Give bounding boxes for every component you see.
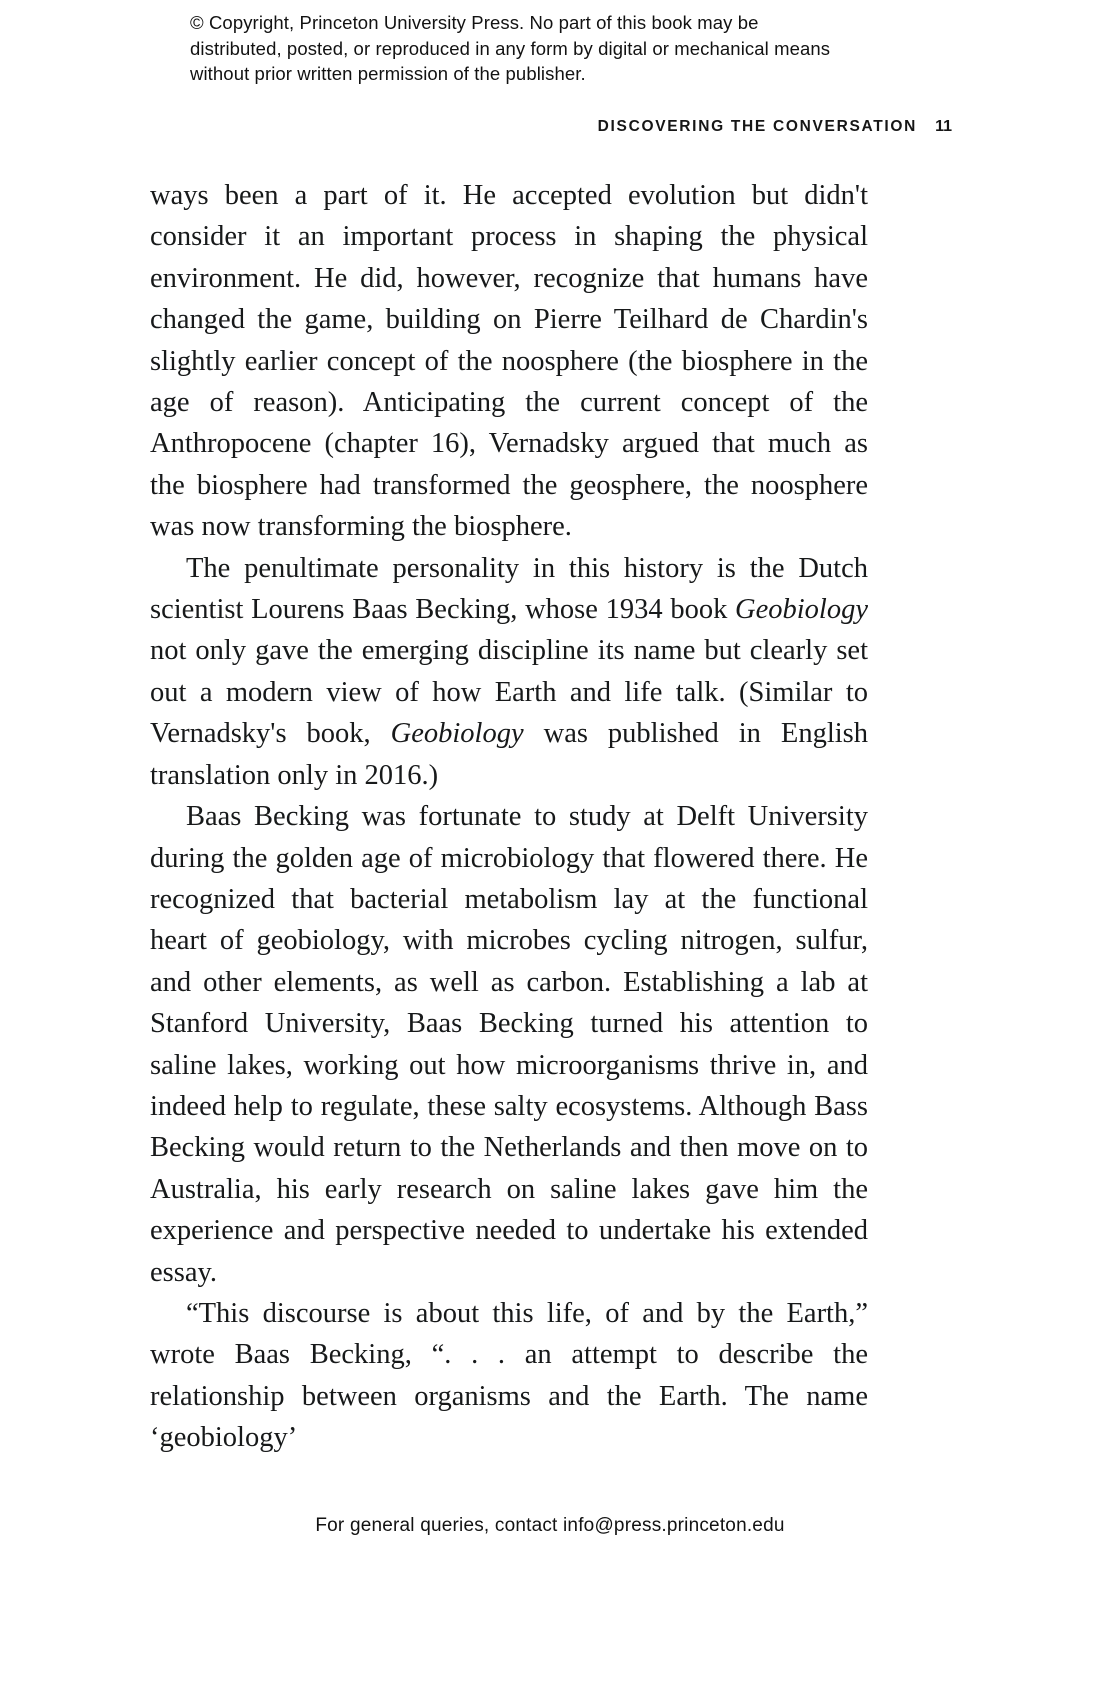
paragraph-2-part-a: The penultimate personality in this history is the Dutch scientist Lourens Baas Becking, whose 1934 book [150, 552, 868, 626]
paragraph-2-part-b: not only gave the emerging discipline its name but clearly set out a modern view of how Earth and life talk. (Similar to Vernadsky's book, [150, 635, 868, 750]
running-head-title: DISCOVERING THE CONVERSATION [597, 118, 918, 135]
footer-queries: For general queries, contact info@press.princeton.edu [315, 1515, 785, 1536]
body-text [150, 175, 868, 1459]
paragraph-baas-becking-book [150, 548, 868, 796]
running-head [598, 118, 952, 136]
page-number: 11 [935, 118, 952, 135]
book-title-geobiology-1: Geobiology [735, 594, 868, 626]
book-title-geobiology-2: Geobiology [390, 718, 524, 750]
paragraph-2-part-c: was published in English translation only in 2016.) [150, 718, 869, 791]
paragraph-continuation: ways been a part of it. He accepted evolution but didn't consider it an important process in shaping the physical environment. He did, however, recognize that humans have changed the game, building on Pierre Teilhard de Chardin's slightly earlier concept of the noosphere (the biosphere in the age of reason). Anticipating the current concept of the Anthropocene (chapter 16), Vernadsky argued that much as the biosphere had transformed the geosphere, the noosphere was now transforming the biosphere. [150, 180, 868, 543]
paragraph-quotation: “This discourse is about this life, of and by the Earth,” wrote Baas Becking, “. . . an attempt to describe the relationship between organisms and the Earth. The name ‘geobiology’ [150, 1297, 868, 1454]
copyright-notice: © Copyright, Princeton University Press. No part of this book may be distributed, posted, or reproduced in any form by digital or mechanical means without prior written permission of the publisher. [190, 12, 831, 84]
paragraph-delft-university: Baas Becking was fortunate to study at Delft University during the golden age of microbiology that flowered there. He recognized that bacterial metabolism lay at the functional heart of geobiology, with microbes cycling nitrogen, sulfur, and other elements, as well as carbon. Establishing a lab at Stanford University, Baas Becking turned his attention to saline lakes, working out how microorganisms thrive in, and indeed help to regulate, these salty ecosystems. Although Bass Becking would return to the Netherlands and then move on to Australia, his early research on saline lakes gave him the experience and perspective needed to undertake his extended essay. [150, 801, 868, 1288]
